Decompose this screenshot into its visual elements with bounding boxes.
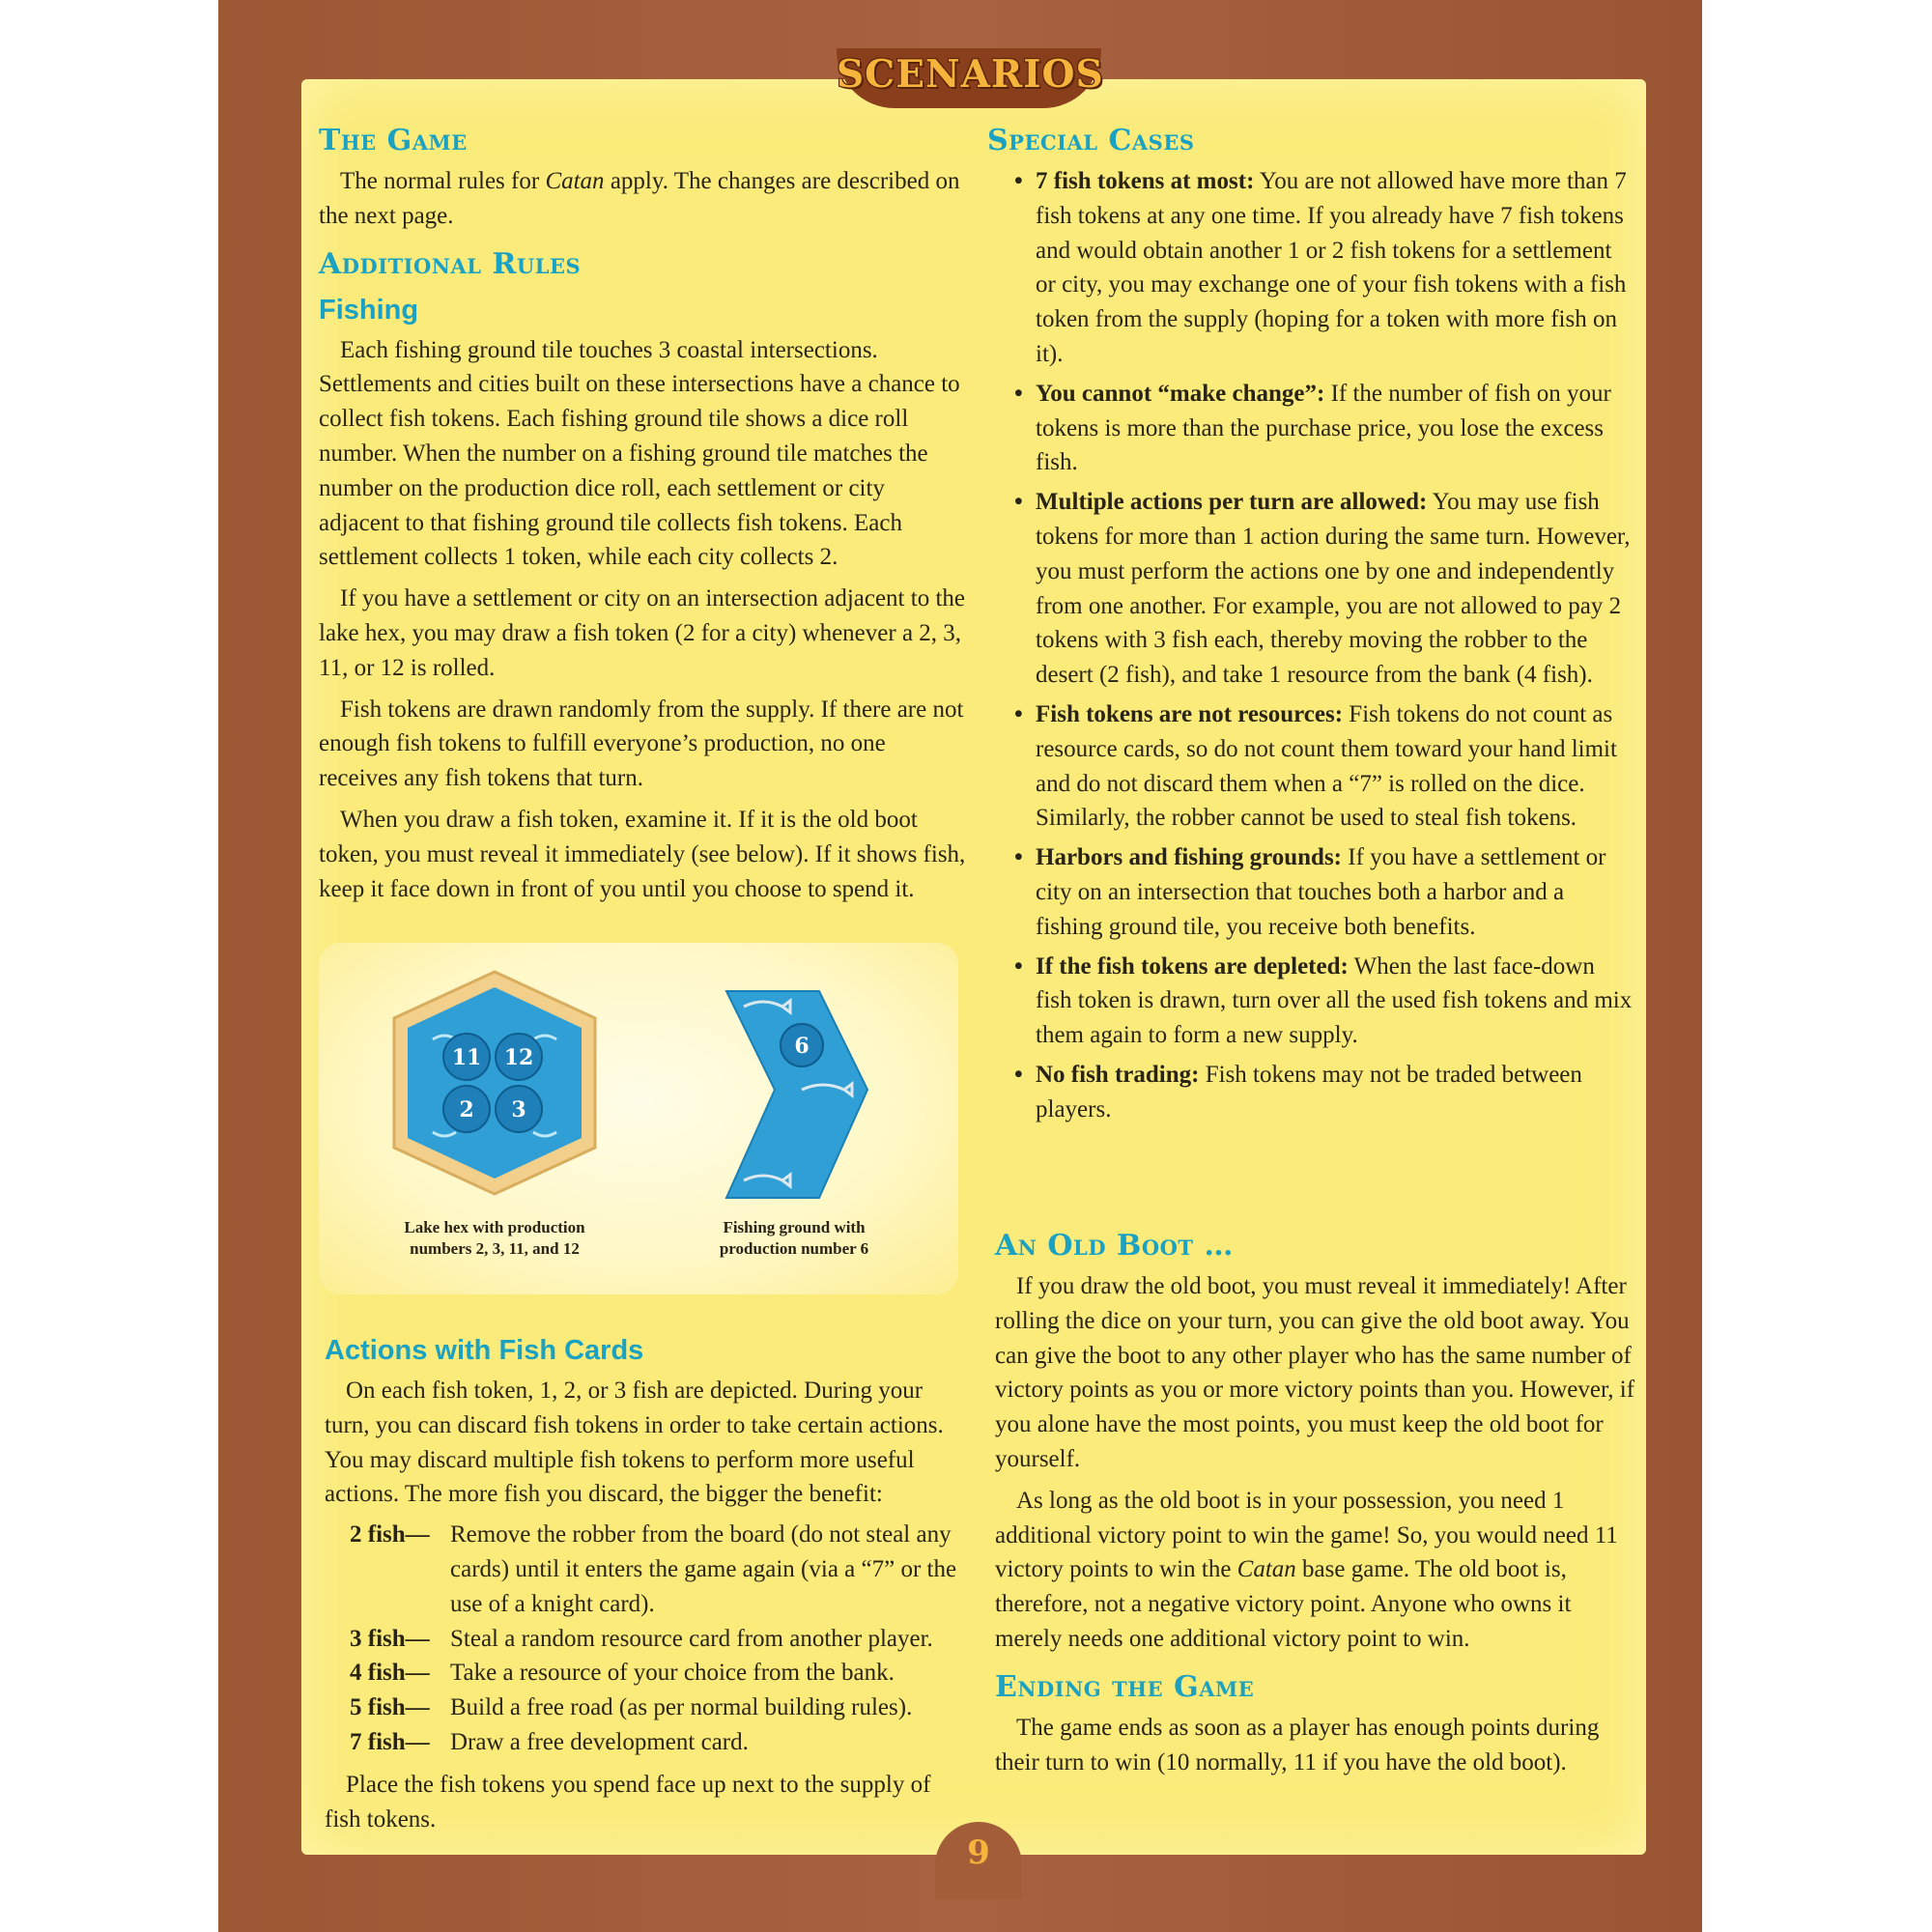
fishing-ground-tile [726,991,867,1198]
special-cases-heading: Special Cases [987,124,1195,157]
list-item: • 7 fish tokens at most: You are not allowed have more than 7 fish tokens at any one time. If you already have 7 fish tokens and would obtain another 1 or 2 fish tokens for a settlement or city, you may exchange one of your fish tokens with a fish token from the supply (hoping for a token with more fish on it). [1014,168,1627,367]
old-boot-paragraph-2: As long as the old boot is in your possession, you need 1 additional victory point to win the game! So, you would need 11 victory points to win the Catan base game. The old boot is, therefore, not a negative victory point. Anyone who owns it merely needs one additional victory point to win. [995,1487,1618,1652]
list-item: • You cannot “make change”: If the number of fish on your tokens is more than the purchase price, you lose the excess fish. [1014,380,1611,476]
list-item: • Multiple actions per turn are allowed: You may use fish tokens for more than 1 action during the same turn. However, you must perform the actions one by one and independently from one another. For example, you are not allowed to pay 2 tokens with 3 fish each, thereby moving the robber to the desert (2 fish), and take 1 resource from the bank (4 fish). [1014,489,1631,689]
list-item: • If the fish tokens are depleted: When the last face-down fish token is drawn, turn over all the used fish tokens and mix them again to form a new supply. [1014,952,1633,1049]
ending-text: The game ends as soon as a player has enough points during their turn to win (10 normally, 11 if you have the old boot). [995,1714,1600,1776]
fishing-paragraph-3: Fish tokens are drawn randomly from the supply. If there are not enough fish tokens to fulfill everyone’s production, no one receives any fish tokens that turn. [319,696,964,792]
page-title: SCENARIOS [837,52,1104,97]
lake-number-3: 3 [511,1097,526,1122]
old-boot-heading: An Old Boot … [995,1229,1234,1263]
left-column [319,124,966,906]
old-boot-paragraph-1: If you draw the old boot, you must reveal it immediately! After rolling the dice on your turn, you can give the old boot away. You can give the boot to any other player who has the same number of victory points as you or more victory points than you. However, if you alone have the most points, you must keep the old boot for yourself. [995,1273,1635,1472]
list-item: • No fish trading: Fish tokens may not be traded between players. [1014,1061,1582,1122]
list-item: 2 fish— Remove the robber from the board (do not steal any cards) until it enters the game again (via a “7” or the use of a knight card). [350,1521,957,1617]
additional-rules-heading: Additional Rules [319,246,582,281]
page-number: 9 [967,1833,990,1872]
actions-intro: On each fish token, 1, 2, or 3 fish are depicted. During your turn, you can discard fish tokens in order to take certain actions. You may discard multiple fish tokens to perform more useful actions. The more fish you discard, the bigger the benefit: [325,1378,944,1508]
fishing-paragraph-4: When you draw a fish token, examine it. If it is the old boot token, you must reveal it immediately (see below). If it shows fish, keep it face down in front of you until you choose to spend it. [319,806,966,902]
lake-hex [394,972,595,1194]
list-item: 7 fish— Draw a free development card. [350,1728,749,1755]
fishing-paragraph-1: Each fishing ground tile touches 3 coastal intersections. Settlements and cities built on these intersections have a chance to collect fish tokens. Each fishing ground tile shows a dice roll number. When the number on a fishing ground tile matches the number on the production dice roll, each settlement or city adjacent to that fishing ground tile collects fish tokens. Each settlement collects 1 token, while each city collects 2. [319,336,960,571]
actions-heading: Actions with Fish Cards [325,1335,644,1366]
fishing-illustration [319,943,958,1294]
special-cases-list [987,164,1634,1127]
fishing-number: 6 [794,1034,810,1059]
list-item: • Harbors and fishing grounds: If you have a settlement or city on an intersection that touches both a harbor and a fishing ground tile, you receive both benefits. [1014,844,1606,940]
fishing-paragraph-2: If you have a settlement or city on an intersection adjacent to the lake hex, you may draw a fish token (2 for a city) whenever a 2, 3, 11, or 12 is rolled. [319,585,965,681]
list-item: 3 fish— Steal a random resource card from another player. [350,1625,933,1652]
the-game-heading: The Game [319,124,468,157]
fish-actions-list [325,1518,972,1760]
fishing-caption: Fishing ground with production number 6 [719,1218,869,1258]
fishing-heading: Fishing [319,294,419,326]
old-boot-section [995,1229,1638,1779]
lake-number-2: 2 [459,1097,474,1122]
actions-section [325,1335,972,1836]
lake-number-11: 11 [451,1045,482,1070]
ending-heading: Ending the Game [995,1669,1255,1704]
special-cases-section [987,124,1634,1132]
the-game-text: The normal rules for Catan apply. The changes are described on the next page. [319,168,960,229]
list-item: 4 fish— Take a resource of your choice from the bank. [350,1660,895,1687]
lake-caption: Lake hex with production numbers 2, 3, 11, and 12 [404,1218,585,1258]
lake-number-12: 12 [503,1045,534,1070]
list-item: 5 fish— Build a free road (as per normal building rules). [350,1694,913,1721]
list-item: • Fish tokens are not resources: Fish tokens do not count as resource cards, so do not count them toward your hand limit and do not discard them when a “7” is rolled on the dice. Similarly, the robber cannot be used to steal fish tokens. [1014,700,1617,832]
actions-outro: Place the fish tokens you spend face up next to the supply of fish tokens. [325,1771,931,1833]
